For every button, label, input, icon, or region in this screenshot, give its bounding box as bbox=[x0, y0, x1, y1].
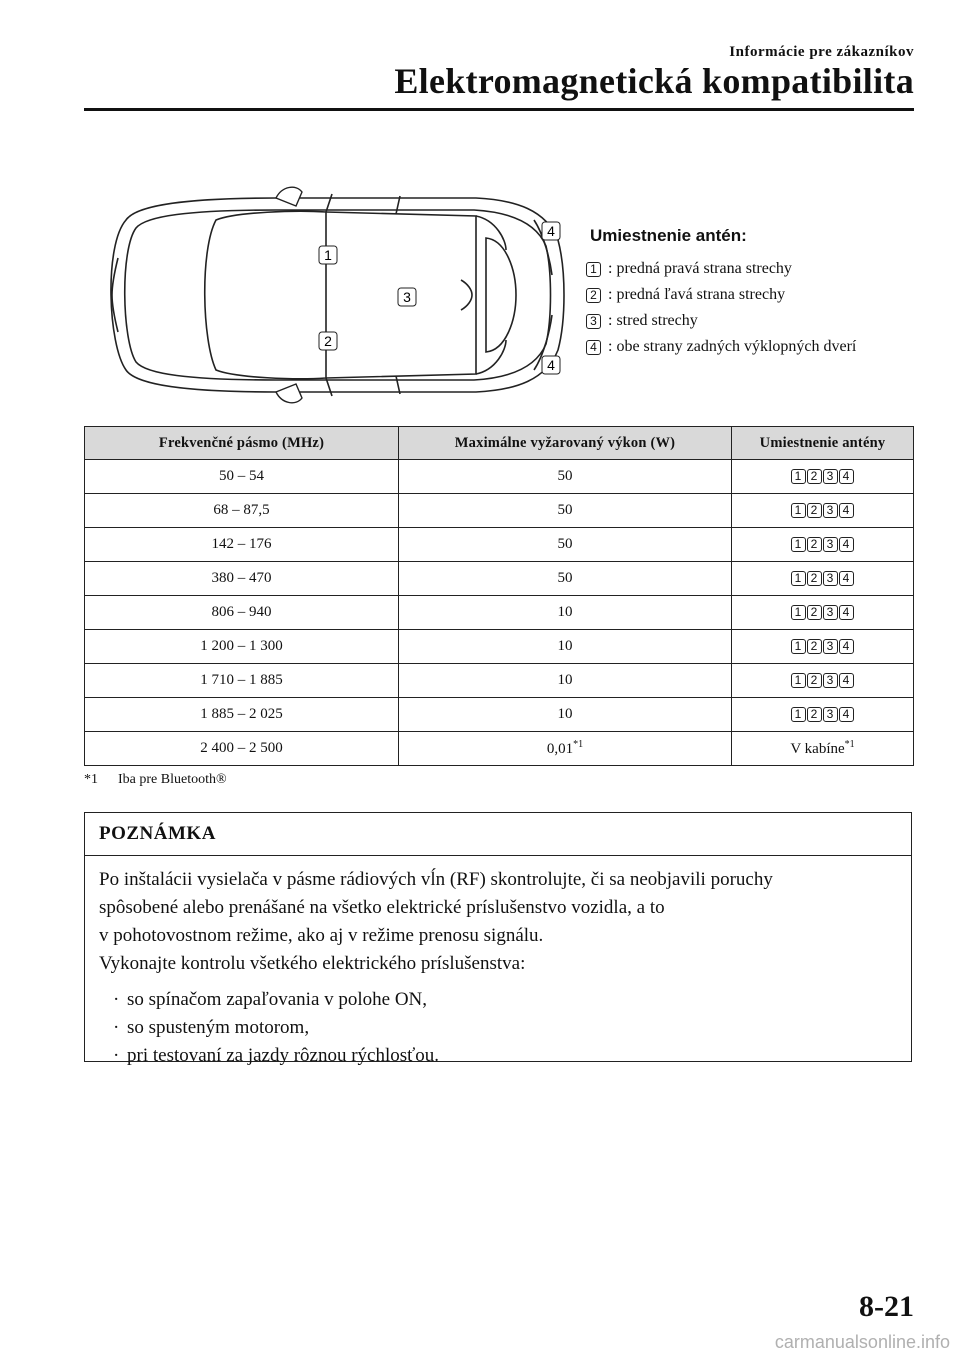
cell-band: 68 – 87,5 bbox=[85, 494, 399, 528]
footnote bbox=[84, 772, 227, 788]
table-row bbox=[85, 494, 914, 528]
antenna-number-badge: 4 bbox=[839, 469, 854, 484]
page-number: 8-21 bbox=[859, 1290, 914, 1323]
table-row bbox=[85, 698, 914, 732]
note-bullet-list bbox=[99, 986, 897, 1070]
legend-item bbox=[586, 256, 926, 282]
page-title: Elektromagnetická kompatibilita bbox=[394, 61, 914, 101]
antenna-number-badge: 3 bbox=[823, 537, 838, 552]
cell-band: 1 885 – 2 025 bbox=[85, 698, 399, 732]
note-line: spôsobené alebo prenášané na všetko elektrické príslušenstvo vozidla, a to bbox=[99, 897, 665, 918]
bullet-dot: · bbox=[113, 1045, 120, 1066]
cell-location bbox=[732, 562, 914, 596]
bullet-dot: · bbox=[113, 1017, 120, 1038]
cell-power: 50 bbox=[399, 460, 732, 494]
antenna-number-badge: 4 bbox=[839, 673, 854, 688]
svg-text:1: 1 bbox=[324, 247, 332, 263]
antenna-number-badge: 3 bbox=[823, 673, 838, 688]
antenna-number-badge: 4 bbox=[839, 571, 854, 586]
bullet-dot: · bbox=[113, 989, 120, 1010]
cell-power: 0,01$^{*1}$ bbox=[399, 732, 732, 766]
cell-band: 380 – 470 bbox=[85, 562, 399, 596]
cell-power: 10 bbox=[399, 664, 732, 698]
bullet-text: so spínačom zapaľovania v polohe ON, bbox=[127, 989, 428, 1010]
cell-location bbox=[732, 494, 914, 528]
antenna-number-badge: 3 bbox=[823, 503, 838, 518]
antenna-marker-1 bbox=[319, 246, 337, 264]
antenna-number-badge: 1 bbox=[791, 639, 806, 654]
footnote-mark: *1 bbox=[84, 772, 98, 787]
antenna-number-badge: 3 bbox=[823, 605, 838, 620]
table-row bbox=[85, 596, 914, 630]
column-header-location: Umiestnenie antény bbox=[732, 427, 914, 460]
antenna-number-badge: 3 bbox=[823, 639, 838, 654]
cell-location bbox=[732, 664, 914, 698]
antenna-number-badge: 1 bbox=[791, 537, 806, 552]
cell-band: 1 710 – 1 885 bbox=[85, 664, 399, 698]
antenna-number-badge: 2 bbox=[807, 605, 822, 620]
car-top-view-illustration bbox=[96, 180, 576, 410]
antenna-number-badge: 2 bbox=[807, 707, 822, 722]
table-row bbox=[85, 630, 914, 664]
cell-band: 806 – 940 bbox=[85, 596, 399, 630]
antenna-number-badge: 2 bbox=[807, 639, 822, 654]
note-title: POZNÁMKA bbox=[85, 813, 911, 856]
svg-text:4: 4 bbox=[547, 357, 555, 373]
cell-band: 142 – 176 bbox=[85, 528, 399, 562]
table-row bbox=[85, 732, 914, 766]
cell-band: 50 – 54 bbox=[85, 460, 399, 494]
table-row bbox=[85, 528, 914, 562]
antenna-number-badge: 2 bbox=[807, 537, 822, 552]
watermark: carmanualsonline.info bbox=[774, 1332, 950, 1352]
cell-location bbox=[732, 460, 914, 494]
table-row bbox=[85, 562, 914, 596]
footnote-ref: *1 bbox=[844, 739, 855, 750]
antenna-number-badge: 3 bbox=[823, 571, 838, 586]
list-item bbox=[99, 1042, 897, 1070]
antenna-legend bbox=[586, 226, 926, 360]
frequency-table bbox=[84, 426, 914, 766]
legend-title: Umiestnenie antén: bbox=[590, 226, 747, 245]
antenna-number-badge: 3 bbox=[823, 707, 838, 722]
note-line: v pohotovostnom režime, ako aj v režime prenosu signálu. bbox=[99, 925, 544, 946]
cell-band: 1 200 – 1 300 bbox=[85, 630, 399, 664]
legend-text: : predná ľavá strana strechy bbox=[608, 286, 786, 303]
cell-power: 10 bbox=[399, 630, 732, 664]
antenna-number-badge: 4 bbox=[839, 639, 854, 654]
footnote-text: Iba pre Bluetooth® bbox=[118, 772, 227, 787]
antenna-number-badge: 4 bbox=[839, 537, 854, 552]
legend-text: : obe strany zadných výklopných dverí bbox=[608, 338, 857, 355]
cell-band: 2 400 – 2 500 bbox=[85, 732, 399, 766]
antenna-number-badge: 1 bbox=[791, 605, 806, 620]
right-mirror bbox=[276, 187, 302, 206]
antenna-number-badge: 4 bbox=[839, 605, 854, 620]
list-item bbox=[99, 1014, 897, 1042]
antenna-number-badge: 1 bbox=[791, 503, 806, 518]
antenna-number-badge: 1 bbox=[791, 469, 806, 484]
antenna-number-badge: 3 bbox=[586, 314, 601, 329]
note-line: Po inštalácii vysielača v pásme rádiových vĺn (RF) skontrolujte, či sa neobjavili poruchy bbox=[99, 869, 773, 890]
cell-location bbox=[732, 698, 914, 732]
antenna-marker-4-bottom bbox=[542, 356, 560, 374]
antenna-number-badge: 4 bbox=[839, 707, 854, 722]
antenna-number-badge: 2 bbox=[807, 469, 822, 484]
legend-text: : predná pravá strana strechy bbox=[608, 260, 792, 277]
cell-location: V kabíne$^{*1}$ bbox=[732, 732, 914, 766]
legend-item bbox=[586, 282, 926, 308]
legend-item bbox=[586, 308, 926, 334]
table-row bbox=[85, 460, 914, 494]
table-row bbox=[85, 664, 914, 698]
column-header-band: Frekvenčné pásmo (MHz) bbox=[85, 427, 399, 460]
note-line: Vykonajte kontrolu všetkého elektrického príslušenstva: bbox=[99, 953, 526, 974]
antenna-number-badge: 1 bbox=[586, 262, 601, 277]
antenna-number-badge: 1 bbox=[791, 707, 806, 722]
svg-text:3: 3 bbox=[403, 289, 411, 305]
svg-text:4: 4 bbox=[547, 223, 555, 239]
cell-location bbox=[732, 630, 914, 664]
cell-location bbox=[732, 596, 914, 630]
note-body bbox=[85, 856, 911, 1070]
antenna-marker-4-top bbox=[542, 222, 560, 240]
antenna-number-badge: 4 bbox=[586, 340, 601, 355]
cell-power: 10 bbox=[399, 596, 732, 630]
antenna-number-badge: 2 bbox=[807, 503, 822, 518]
antenna-number-badge: 2 bbox=[807, 571, 822, 586]
antenna-marker-3 bbox=[398, 288, 416, 306]
antenna-number-badge: 4 bbox=[839, 503, 854, 518]
antenna-marker-2 bbox=[319, 332, 337, 350]
cell-power: 50 bbox=[399, 562, 732, 596]
antenna-number-badge: 1 bbox=[791, 571, 806, 586]
antenna-number-badge: 2 bbox=[807, 673, 822, 688]
note-box bbox=[84, 812, 912, 1066]
cell-power: 10 bbox=[399, 698, 732, 732]
left-mirror bbox=[276, 384, 302, 403]
bullet-text: so spusteným motorom, bbox=[127, 1017, 310, 1038]
antenna-number-badge: 3 bbox=[823, 469, 838, 484]
antenna-number-badge: 1 bbox=[791, 673, 806, 688]
legend-item bbox=[586, 334, 926, 360]
bullet-text: pri testovaní za jazdy rôznou rýchlosťou. bbox=[127, 1045, 440, 1066]
column-header-power: Maximálne vyžarovaný výkon (W) bbox=[399, 427, 732, 460]
footnote-ref: *1 bbox=[573, 739, 584, 750]
antenna-number-badge: 2 bbox=[586, 288, 601, 303]
cell-power: 50 bbox=[399, 528, 732, 562]
cell-location bbox=[732, 528, 914, 562]
section-title: Informácie pre zákazníkov bbox=[729, 44, 914, 60]
car-outline bbox=[111, 194, 564, 396]
svg-text:2: 2 bbox=[324, 333, 332, 349]
cell-power: 50 bbox=[399, 494, 732, 528]
header-divider bbox=[84, 108, 914, 111]
list-item bbox=[99, 986, 897, 1014]
table-header-row bbox=[85, 427, 914, 460]
legend-text: : stred strechy bbox=[608, 312, 698, 329]
